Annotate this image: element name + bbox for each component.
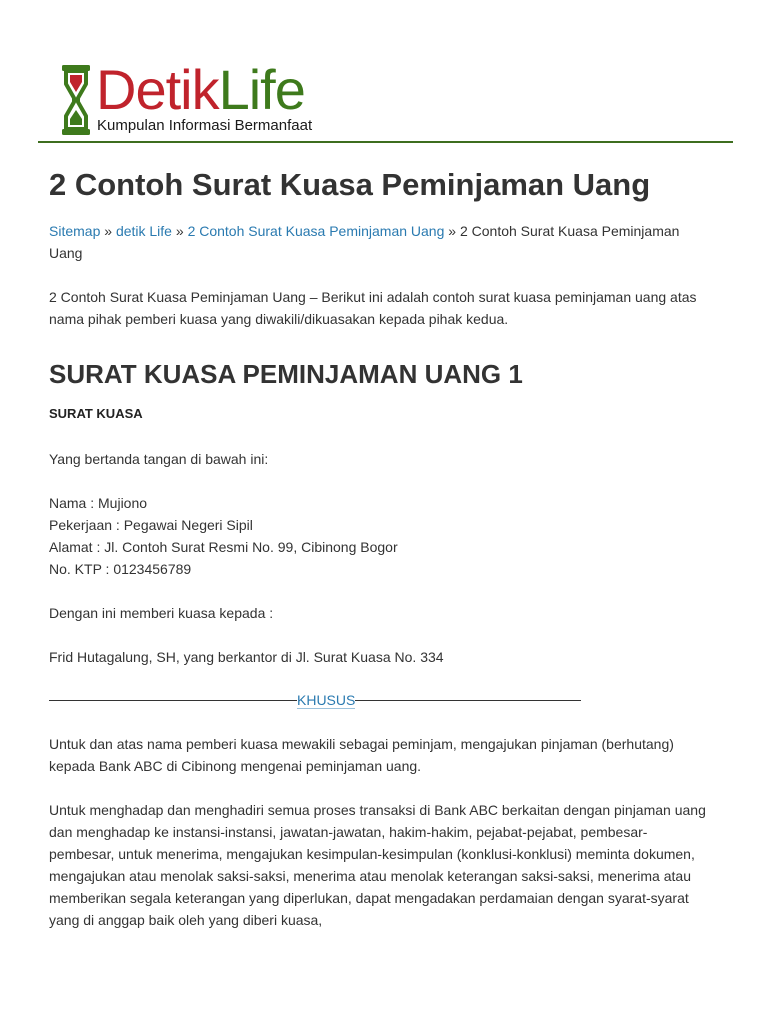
logo-title-life: Life <box>218 58 305 121</box>
hourglass-icon <box>60 64 92 136</box>
breadcrumb-link-sitemap[interactable]: Sitemap <box>49 223 101 239</box>
article-content <box>49 163 709 931</box>
letter-grant: Dengan ini memberi kuasa kepada : <box>49 605 274 621</box>
breadcrumb-current: 2 Contoh Surat Kuasa Peminjaman Uang <box>49 223 680 261</box>
breadcrumb-separator: » <box>448 223 457 239</box>
field-ktp: No. KTP : 0123456789 <box>49 561 192 577</box>
field-alamat: Alamat : Jl. Contoh Surat Resmi No. 99, Cibinong Bogor <box>49 539 398 555</box>
letter-recipient: Frid Hutagalung, SH, yang berkantor di Jl. Surat Kuasa No. 334 <box>49 649 444 665</box>
header-divider <box>38 141 733 143</box>
letter-paragraph-1: Untuk dan atas nama pemberi kuasa mewakili sebagai peminjam, mengajukan pinjaman (berhutang) kepada Bank ABC di Cibinong mengenai peminjaman uang. <box>49 736 674 774</box>
logo-title-detik: Detik <box>96 58 219 121</box>
breadcrumb-separator: » <box>175 223 184 239</box>
logo-tagline: Kumpulan Informasi Bermanfaat <box>97 117 313 134</box>
breadcrumb-separator: » <box>104 223 113 239</box>
section-heading: SURAT KUASA PEMINJAMAN UANG 1 <box>49 359 523 389</box>
field-pekerjaan: Pekerjaan : Pegawai Negeri Sipil <box>49 517 253 533</box>
khusus-link[interactable]: KHUSUS <box>297 692 356 708</box>
letter-opening: Yang bertanda tangan di bawah ini: <box>49 451 269 467</box>
breadcrumb-link-category[interactable]: 2 Contoh Surat Kuasa Peminjaman Uang <box>187 223 445 239</box>
site-header <box>0 0 768 146</box>
logo-title <box>96 58 305 122</box>
divider-rule-right <box>355 700 581 701</box>
article-intro: 2 Contoh Surat Kuasa Peminjaman Uang – Berikut ini adalah contoh surat kuasa peminjaman uang atas nama pihak pemberi kuasa yang diwakili/dikuasakan kepada pihak kedua. <box>49 289 697 327</box>
field-nama: Nama : Mujiono <box>49 495 148 511</box>
article-title: 2 Contoh Surat Kuasa Peminjaman Uang <box>49 167 651 202</box>
letter-paragraph-2: Untuk menghadap dan menghadiri semua proses transaksi di Bank ABC berkaitan dengan pinjaman uang dan menghadap ke instansi-instansi, jawatan-jawatan, hakim-hakim, pejabat-pejabat, pembesar-pembesar, untuk menerima, mengajukan kesimpulan-kesimpulan (konklusi-konklusi) meminta dokumen, mengajukan atau menolak saksi-saksi, menerima atau menolak keterangan saksi-saksi, menerima atau memberikan segala keterangan yang diperlukan, dapat mengadakan perdamaian dengan syarat-syarat yang di anggap baik oleh yang diberi kuasa, <box>49 802 706 928</box>
divider-rule-left <box>49 700 297 701</box>
letter-identity-fields <box>49 492 709 580</box>
khusus-divider <box>49 692 709 709</box>
breadcrumb <box>49 220 709 264</box>
breadcrumb-link-detik-life[interactable]: detik Life <box>115 223 172 239</box>
letter-heading: SURAT KUASA <box>49 406 143 421</box>
